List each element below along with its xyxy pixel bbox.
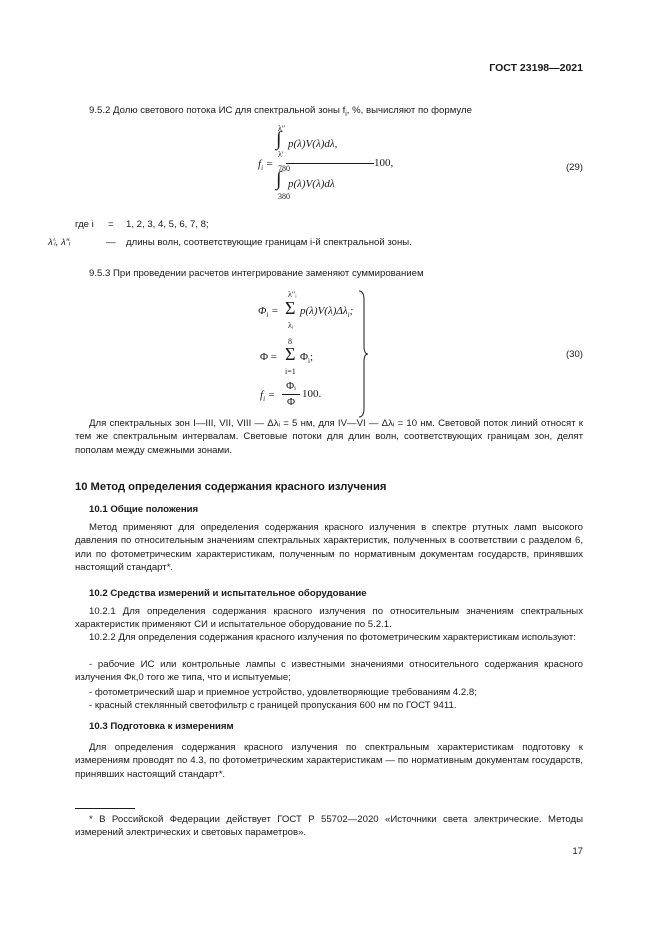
paragraph-10-2-2 [75, 631, 583, 644]
text: Метод применяют для определения содержания красного излучения в спектре ртутных ламп высокого давления по относительным значениям спектральных характеристик, полученных в соответствии с разделом 6, или по фотометрическим характеристикам, полученным по нормативным документам государств, принявших настоящий стандарт*. [75, 522, 583, 573]
integral-sign-icon: ∫ [276, 128, 282, 150]
eq3-denominator: Φ [286, 396, 296, 408]
page-number: 17 [572, 846, 583, 857]
document-code: ГОСТ 23198—2021 [489, 62, 583, 74]
eq3-numerator: Φᵢ [286, 380, 296, 392]
integral-upper-limit-2: 780 [278, 164, 290, 173]
text: , %, вычисляют по формуле [346, 105, 472, 116]
integral-upper-limit: λ″ [278, 124, 286, 133]
sum1-upper: λ″ᵢ [288, 290, 297, 299]
paragraph-10-3 [75, 741, 583, 781]
paragraph-zones [75, 417, 583, 457]
subsection-title-10-2: 10.2 Средства измерений и испытательное оборудование [89, 588, 367, 599]
where-label: где i [75, 219, 94, 230]
where-eq: = [108, 219, 114, 230]
text: * В Российской Федерации действует ГОСТ Р 55702—2020 «Источники света электрические. Методы измерений электрических и световых параметров». [75, 814, 583, 839]
text: Для определения содержания красного излучения по спектральным характеристикам подготовку к измерениям проводят по 4.3, по фотометрическим характеристикам — по нормативным документам государств, принявших настоящий стандарт*. [75, 742, 583, 780]
formula-30 [258, 288, 368, 416]
list-item-3 [75, 699, 583, 712]
denominator: p(λ)V(λ)dλ [288, 178, 335, 190]
eq1-rhs: $p(\lambda)V(\lambda)\Delta\lambda_i$; [300, 305, 354, 320]
where-symbols: λ′ᵢ, λ″ᵢ [48, 237, 71, 248]
text: 9.5.2 Долю светового потока ИС для спектральной зоны f [89, 105, 346, 116]
equation-number-30: (30) [565, 349, 583, 360]
subsection-title-10-3: 10.3 Подготовка к измерениям [89, 721, 234, 732]
sum-sign-icon: Σ [285, 298, 296, 318]
integral-lower-limit-2: 380 [278, 192, 290, 201]
footnote [75, 813, 583, 840]
subscript: i [345, 110, 347, 118]
right-brace-icon [358, 290, 368, 418]
where-values: 1, 2, 3, 4, 5, 6, 7, 8; [126, 219, 209, 230]
fraction-bar [286, 163, 374, 164]
formula-29 [256, 126, 406, 206]
list-item-2 [75, 686, 583, 699]
section-title-10: 10 Метод определения содержания красного излучения [75, 481, 387, 493]
integral-sign-icon: ∫ [276, 168, 282, 190]
eq2-lhs: Φ = [260, 351, 277, 363]
text: - фотометрический шар и приемное устройство, удовлетворяющие требованиям 4.2.8; [89, 687, 477, 698]
eq3-lhs: $f_i$ = [260, 389, 276, 404]
subsection-title-10-1: 10.1 Общие положения [89, 504, 199, 515]
text: 10.2.1 Для определения содержания красного излучения по относительным значениям спектральных характеристик применяют СИ и испытательное оборудование по 5.2.1. [75, 606, 583, 631]
sum2-lower: i=1 [285, 367, 296, 376]
eq2-rhs: $\Phi_i$; [300, 351, 314, 366]
sum1-lower: λᵢ [288, 321, 294, 330]
integral-lower-limit: λ′ [278, 150, 284, 159]
equation-number-29: (29) [565, 162, 583, 173]
text: 9.5.3 При проведении расчетов интегрирование заменяют суммированием [89, 268, 424, 279]
where-desc: длины волн, соответствующие границам i-й спектральной зоны. [126, 237, 412, 248]
footnote-separator [75, 808, 135, 809]
sum-sign-icon: Σ [285, 344, 296, 364]
paragraph-10-1 [75, 521, 583, 574]
text: 10.2.2 Для определения содержания красного излучения по фотометрическим характеристикам используют: [89, 632, 576, 643]
eq1-lhs: $\Phi_i$ = [258, 305, 279, 320]
where-dash: — [106, 237, 116, 248]
paragraph-9-5-2 [75, 104, 583, 121]
numerator: p(λ)V(λ)dλ, [288, 138, 338, 150]
text: Для спектральных зон I—III, VII, VIII — Δλᵢ = 5 нм, для IV—VI — Δλᵢ = 10 нм. Световой поток линий относят к тем же спектральным интервалам. Световые потоки для длин волн, соответствующих границам зон, делят пополам между смежными зонами. [75, 418, 583, 456]
paragraph-10-2-1 [75, 605, 583, 632]
list-item-1 [75, 658, 583, 685]
text: - рабочие ИС или контрольные лампы с известными значениями относительного содержания красного излучения Φк,0 того же типа, что и испытуемые; [75, 659, 583, 684]
fraction-bar [282, 394, 300, 395]
formula-lhs: $f_i$ = [258, 158, 274, 173]
multiplier: 100, [374, 157, 394, 169]
text: - красный стеклянный светофильтр с границей пропускания 600 нм по ГОСТ 9411. [89, 700, 457, 711]
paragraph-9-5-3 [75, 267, 583, 280]
eq3-tail: 100. [302, 388, 322, 400]
sum2-upper: 8 [288, 337, 292, 346]
